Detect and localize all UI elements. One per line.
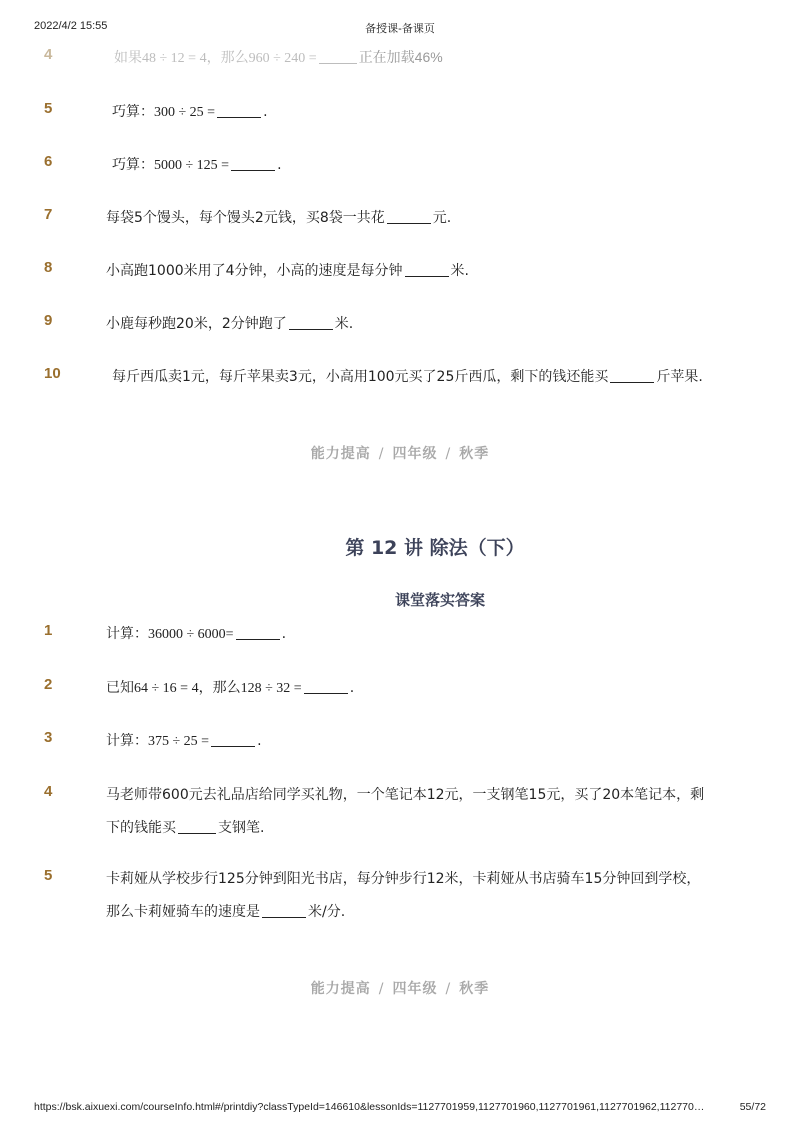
answer-blank [217,104,261,118]
question-b1 [0,622,800,652]
question-a8 [0,259,800,289]
question-number: 1 [44,622,53,639]
section-tag: 能力提高 / 四年级 / 秋季 [310,981,490,997]
question-a10 [0,365,800,395]
question-text: 巧算：300 ÷ 25 = . [112,104,268,120]
question-text: 如果48 ÷ 12 = 4，那么960 ÷ 240 = 正在加载46% [114,49,443,66]
question-a7 [0,206,800,236]
question-number: 5 [44,100,53,117]
answer-blank [387,210,431,224]
question-a6 [0,153,800,183]
question-text-line1: 卡莉娅从学校步行125分钟到阳光书店，每分钟步行12米，卡莉娅从书店骑车15分钟回到学校， [106,871,701,887]
question-text: 小鹿每秒跑20米，2分钟跑了 米. [106,316,354,332]
answer-blank [262,904,306,918]
question-number: 5 [44,867,53,884]
section-subtitle: 课堂落实答案 [394,591,485,609]
answer-blank [610,369,654,383]
question-b3 [0,729,800,759]
question-text: 已知64 ÷ 16 = 4，那么128 ÷ 32 = . [106,680,355,696]
question-number: 10 [44,365,61,382]
question-text: 巧算：5000 ÷ 125 = . [112,157,282,173]
answer-blank [319,50,357,64]
page-url: https://bsk.aixuexi.com/courseInfo.html#/printdiy?classTypeId=146610&lessonIds=1127701959,1127701960,1127701961,1127701962,112770… [34,1101,705,1113]
lesson-title: 第 12 讲 除法（下） [345,537,525,559]
question-number: 6 [44,153,53,170]
page-counter: 55/72 [739,1101,766,1113]
question-number: 9 [44,312,53,329]
answer-blank [211,733,255,747]
question-text: 每袋5个馒头，每个馒头2元钱，买8袋一共花 元. [106,210,452,226]
print-datetime: 2022/4/2 15:55 [34,20,108,32]
question-text-line2: 下的钱能买 支钢笔. [106,820,265,836]
question-a5 [0,100,800,130]
question-number: 2 [44,676,53,693]
question-number: 3 [44,729,53,746]
question-number: 4 [44,46,53,63]
answer-blank [178,820,216,834]
question-text-line2: 那么卡莉娅骑车的速度是 米/分. [106,904,346,920]
answer-blank [231,157,275,171]
question-text: 每斤西瓜卖1元，每斤苹果卖3元，小高用100元买了25斤西瓜，剩下的钱还能买 斤苹果. [112,369,703,385]
question-a4 [0,46,800,76]
loading-indicator: 正在加载46% [358,49,443,65]
page-title: 备授课-备课页 [365,23,435,35]
question-text-line1: 马老师带600元去礼品店给同学买礼物，一个笔记本12元，一支钢笔15元，买了20本笔记本，剩 [106,787,705,803]
answer-blank [236,626,280,640]
question-text: 计算：375 ÷ 25 = . [106,733,262,749]
question-b5 [0,867,800,927]
question-text: 计算：36000 ÷ 6000= . [106,626,287,642]
question-number: 4 [44,783,53,800]
answer-blank [405,263,449,277]
question-text: 小高跑1000米用了4分钟，小高的速度是每分钟 米. [106,263,469,279]
answer-blank [289,316,333,330]
question-a9 [0,312,800,342]
question-b4 [0,783,800,843]
question-number: 8 [44,259,53,276]
section-tag: 能力提高 / 四年级 / 秋季 [310,446,490,462]
question-number: 7 [44,206,53,223]
question-b2 [0,676,800,706]
answer-blank [304,680,348,694]
